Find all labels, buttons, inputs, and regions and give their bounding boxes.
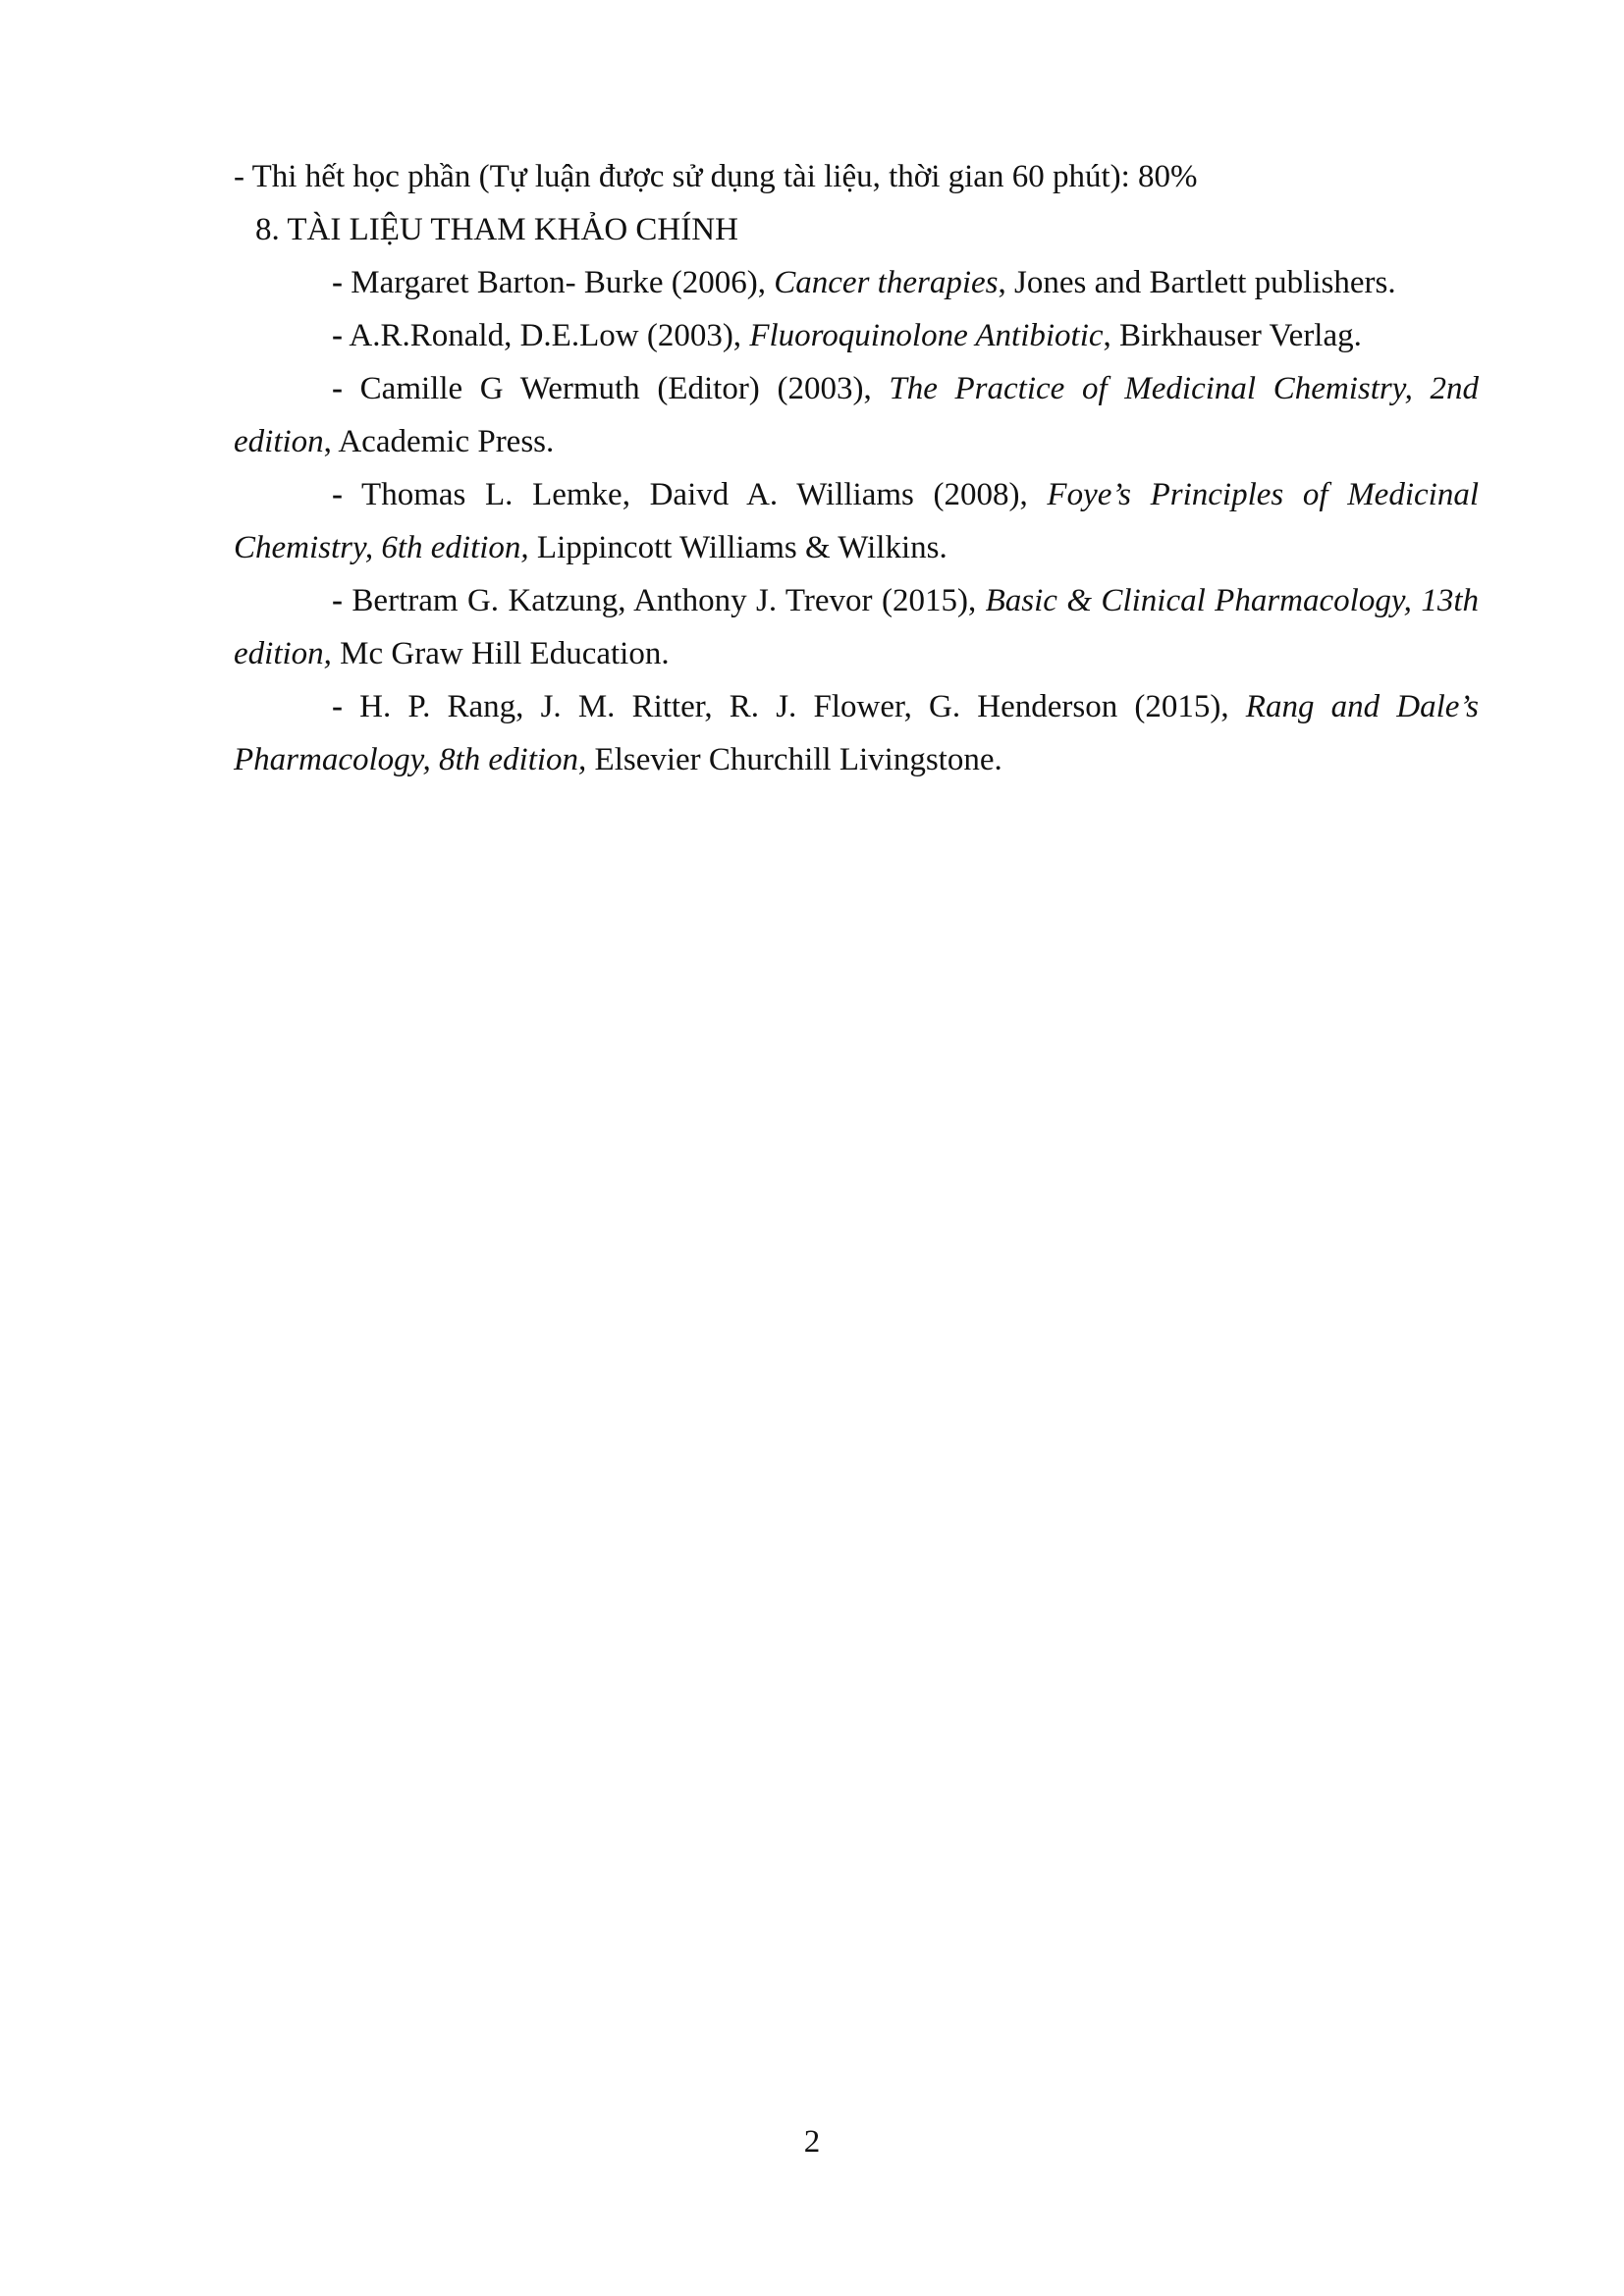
page-content	[234, 150, 1479, 786]
reference-publisher: , Academic Press.	[323, 424, 555, 459]
reference-title: Fluoroquinolone Antibiotic	[749, 318, 1104, 353]
reference-dash: -	[332, 318, 343, 353]
reference-publisher: Mc Graw Hill Education.	[331, 636, 670, 671]
reference-publisher: , Birkhauser Verlag.	[1103, 318, 1362, 353]
reference-title: Rang and Dale’s Pharmacology, 8th edition,	[234, 689, 1479, 777]
exam-weight-line: - Thi hết học phần (Tự luận được sử dụng tài liệu, thời gian 60 phút): 80%	[234, 159, 1198, 194]
reference-item	[234, 574, 1479, 680]
reference-list	[234, 256, 1479, 786]
reference-item	[234, 680, 1479, 786]
reference-authors: Margaret Barton- Burke (2006),	[343, 265, 775, 300]
reference-authors: H. P. Rang, J. M. Ritter, R. J. Flower, G. Henderson (2015),	[343, 689, 1246, 724]
reference-publisher: Lippincott Williams & Wilkins.	[528, 530, 947, 565]
reference-dash: -	[332, 265, 343, 300]
reference-publisher: Elsevier Churchill Livingstone.	[586, 742, 1002, 777]
reference-item	[234, 256, 1479, 309]
reference-title: The Practice of Medicinal Chemistry, 2nd edition	[234, 371, 1479, 459]
reference-title: Cancer therapies	[774, 265, 999, 300]
reference-item	[234, 468, 1479, 574]
page-number: 2	[803, 2124, 821, 2160]
reference-authors: Bertram G. Katzung, Anthony J. Trevor (2015),	[343, 583, 986, 618]
reference-authors: Camille G Wermuth (Editor) (2003),	[343, 371, 890, 406]
reference-dash: -	[332, 477, 343, 512]
reference-dash: -	[332, 583, 343, 618]
reference-item	[234, 309, 1479, 362]
reference-authors: A.R.Ronald, D.E.Low (2003),	[343, 318, 750, 353]
reference-authors: Thomas L. Lemke, Daivd A. Williams (2008),	[343, 477, 1048, 512]
section-heading: 8. TÀI LIỆU THAM KHẢO CHÍNH	[255, 212, 738, 247]
reference-publisher: , Jones and Bartlett publishers.	[998, 265, 1396, 300]
reference-title: Foye’s Principles of Medicinal Chemistry, 6th edition,	[234, 477, 1479, 565]
reference-item	[234, 362, 1479, 468]
reference-dash: -	[332, 371, 343, 406]
reference-title: Basic & Clinical Pharmacology, 13th edition,	[234, 583, 1479, 671]
reference-dash: -	[332, 689, 343, 724]
